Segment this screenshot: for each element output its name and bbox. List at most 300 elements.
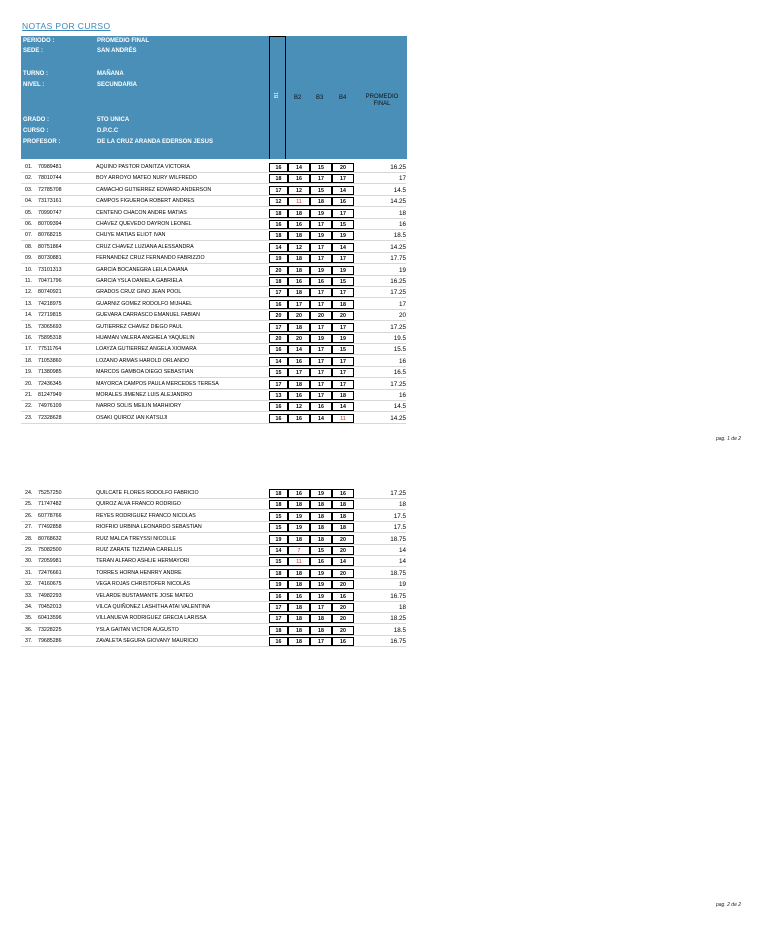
student-name: CAMACHO GUTIERREZ EDWARD ANDERSON: [96, 186, 212, 193]
grade-b4: 18: [332, 391, 354, 400]
grade-b4: 20: [332, 580, 354, 589]
table-row: [21, 413, 406, 424]
student-code: 72436345: [38, 380, 62, 387]
grade-b3: 19: [310, 209, 332, 218]
final-average: 16: [398, 357, 406, 365]
grade-b3: 18: [310, 614, 332, 623]
grade-b4: 14: [332, 186, 354, 195]
table-row: [21, 591, 406, 602]
grade-b2: 18: [288, 500, 310, 509]
nivel-label: NIVEL :: [23, 82, 45, 88]
grade-b4: 17: [332, 323, 354, 332]
student-name: TORRES HORNA HENRRY ANDRE: [96, 569, 182, 576]
grade-b3: 18: [310, 500, 332, 509]
student-code: 77511764: [38, 346, 62, 353]
table-row: [21, 556, 406, 567]
student-code: 81247949: [38, 392, 62, 398]
table-row: [21, 602, 406, 613]
row-number: 29.: [25, 547, 33, 553]
student-name: CAMPOS FIGUEROA ROBERT ANDRES: [96, 198, 195, 205]
student-code: 80730881: [38, 255, 62, 262]
final-average: 14.25: [390, 414, 406, 422]
final-average: 18: [398, 501, 406, 509]
student-name: RUIZ MALCA TREYSSI NICOLLE: [96, 535, 176, 542]
grade-b4: 15: [332, 345, 354, 354]
table-row: [21, 185, 406, 196]
grade-b3: 17: [310, 254, 332, 263]
grade-b2: 16: [288, 277, 310, 286]
col-header-promedio: [357, 94, 407, 108]
row-number: 04.: [25, 198, 33, 205]
student-code: 80709394: [38, 221, 62, 227]
row-number: 10.: [25, 266, 33, 273]
student-name: GARCIA BOCANEGRA LEILA DAIANA: [96, 266, 188, 273]
student-code: 71747482: [38, 501, 62, 508]
grade-b2: 18: [288, 231, 310, 240]
row-number: 37.: [25, 638, 33, 645]
grade-b3: 17: [310, 345, 332, 354]
student-code: 72785708: [38, 186, 62, 193]
grade-b1: 16: [269, 220, 288, 229]
grade-b2: 16: [288, 220, 310, 229]
student-code: 80768215: [38, 232, 62, 239]
student-name: GRADOS CRUZ GINO JEAN POOL: [96, 289, 182, 296]
student-name: GUTIERREZ CHAVEZ DIEGO PAUL: [96, 323, 183, 330]
grade-b3: 17: [310, 357, 332, 366]
student-code: 72476661: [38, 569, 62, 576]
row-divider: [21, 423, 406, 424]
report-title: NOTAS POR CURSO: [22, 21, 111, 31]
final-average: 19: [398, 581, 406, 589]
table-row: [21, 242, 406, 253]
grade-b2: 20: [288, 334, 310, 343]
grade-b2: 19: [288, 512, 310, 521]
grade-b4: 14: [332, 402, 354, 411]
table-row: [21, 265, 406, 276]
grade-b4: 17: [332, 254, 354, 263]
final-average: 14.5: [393, 403, 406, 411]
col-header-b2: B2: [294, 95, 302, 101]
grade-b4: 14: [332, 557, 354, 566]
row-number: 08.: [25, 243, 33, 250]
table-row: [21, 356, 406, 367]
student-name: QUIROZ ALVA FRANCO RODRIGO: [96, 501, 181, 508]
student-name: VEGA ROJAS CHRISTOFER NICOLÁS: [96, 581, 191, 588]
student-code: 72328628: [38, 414, 62, 421]
grade-b1: 14: [269, 546, 288, 555]
table-row: [21, 322, 406, 333]
page-footer-2: pag. 2 de 2: [716, 902, 742, 908]
table-row: [21, 379, 406, 390]
student-name: VILLANUEVA RODRIGUEZ GRECIA LARISSA: [96, 615, 207, 622]
grade-b3: 17: [310, 243, 332, 252]
row-number: 06.: [25, 221, 33, 227]
grade-b3: 15: [310, 186, 332, 195]
student-name: CHÁVEZ QUEVEDO DAYRON LEONEL: [96, 221, 192, 227]
table-row: [21, 230, 406, 241]
student-name: NARRO SOLIS MEILIN MARHIORY: [96, 403, 182, 410]
row-number: 16.: [25, 335, 33, 341]
student-name: LOAYZA GUTIERREZ ANGELA XIOMARA: [96, 346, 197, 353]
grade-b2: 14: [288, 345, 310, 354]
grade-b2: 18: [288, 288, 310, 297]
grade-b4: 11: [332, 414, 354, 423]
student-name: CRUZ CHAVEZ LUZIANA ALESSANDRA: [96, 243, 194, 250]
grade-b1: 13: [269, 391, 288, 400]
grade-b4: 17: [332, 357, 354, 366]
profesor-value: DE LA CRUZ ARANDA EDERSON JESUS: [97, 139, 214, 145]
row-number: 24.: [25, 490, 33, 496]
grade-b2: 18: [288, 637, 310, 646]
final-average: 18.5: [393, 626, 406, 634]
student-code: 75257250: [38, 490, 62, 496]
student-code: 70989481: [38, 164, 62, 170]
report-header: [21, 36, 407, 159]
turno-value: MAÑANA: [97, 71, 124, 77]
student-code: 73101313: [38, 266, 62, 273]
grade-b1: 16: [269, 163, 288, 172]
grade-b2: 14: [288, 163, 310, 172]
student-name: OSAKI QUIROZ IAN KATSUJI: [96, 414, 168, 421]
grade-b2: 18: [288, 380, 310, 389]
table-row: [21, 511, 406, 522]
final-average: 16.75: [390, 638, 406, 646]
student-name: ZAVALETA SEGURA GIOVANY MAURICIO: [96, 638, 199, 645]
row-number: 02.: [25, 175, 33, 182]
curso-label: CURSO :: [23, 128, 49, 134]
table-row: [21, 299, 406, 310]
student-code: 74976109: [38, 403, 62, 410]
sede-value: SAN ANDRÉS: [97, 48, 137, 54]
student-name: MORALES JIMENEZ LUIS ALEJANDRO: [96, 392, 193, 398]
grade-b2: 18: [288, 266, 310, 275]
student-code: 74982293: [38, 592, 62, 599]
col-header-b3: B3: [316, 95, 324, 101]
grade-b3: 16: [310, 402, 332, 411]
student-name: RIOFRIO URBINA LEONARDO SEBASTIAN: [96, 524, 202, 531]
final-average: 19.5: [393, 335, 406, 342]
final-average: 16.25: [390, 164, 406, 171]
grade-b4: 20: [332, 163, 354, 172]
col-header-promedio-line2: FINAL: [373, 101, 391, 107]
row-number: 11.: [25, 278, 32, 284]
final-average: 14: [398, 558, 406, 566]
grade-b4: 19: [332, 231, 354, 240]
final-average: 18: [398, 604, 406, 611]
grade-b2: 11: [288, 557, 310, 566]
student-code: 70990747: [38, 209, 62, 216]
row-number: 30.: [25, 558, 33, 565]
final-average: 18.5: [393, 232, 406, 240]
grade-b4: 18: [332, 512, 354, 521]
grade-b1: 18: [269, 277, 288, 286]
grade-b3: 19: [310, 592, 332, 601]
grade-b1: 16: [269, 637, 288, 646]
student-name: AQUINO PASTOR DANITZA VICTORIA: [96, 164, 190, 170]
grade-b3: 17: [310, 391, 332, 400]
table-row: [21, 568, 406, 579]
grade-b1: 15: [269, 523, 288, 532]
grade-b3: 15: [310, 546, 332, 555]
grade-b1: 14: [269, 357, 288, 366]
grade-b1: 19: [269, 580, 288, 589]
grade-b2: 16: [288, 391, 310, 400]
row-number: 21.: [25, 392, 33, 398]
student-code: 80751864: [38, 243, 62, 250]
student-code: 74218975: [38, 300, 62, 307]
grade-b1: 18: [269, 209, 288, 218]
table-row: [21, 625, 406, 636]
student-code: 73228225: [38, 626, 62, 633]
student-code: 70471796: [38, 278, 62, 284]
student-name: HUAMAN VALERA ANGHELA YAQUELIN: [96, 335, 195, 341]
grade-b1: 12: [269, 197, 288, 206]
row-number: 27.: [25, 524, 33, 531]
student-code: 75082500: [38, 547, 62, 553]
col-header-b1: B1: [274, 91, 281, 99]
grade-b3: 17: [310, 288, 332, 297]
grade-b3: 18: [310, 197, 332, 206]
grade-b3: 19: [310, 580, 332, 589]
row-number: 15.: [25, 323, 33, 330]
grade-b3: 18: [310, 523, 332, 532]
grade-b3: 20: [310, 311, 332, 320]
grade-b1: 19: [269, 535, 288, 544]
row-number: 19.: [25, 369, 33, 376]
row-number: 26.: [25, 512, 33, 519]
grade-b4: 19: [332, 334, 354, 343]
grade-b1: 18: [269, 231, 288, 240]
grade-b3: 18: [310, 512, 332, 521]
grade-b4: 17: [332, 288, 354, 297]
grade-b3: 14: [310, 414, 332, 423]
grade-b2: 18: [288, 254, 310, 263]
final-average: 14: [398, 547, 406, 554]
table-row: [21, 219, 406, 230]
row-number: 09.: [25, 255, 33, 262]
grade-b3: 16: [310, 557, 332, 566]
table-row: [21, 579, 406, 590]
student-code: 79685286: [38, 638, 62, 645]
table-row: [21, 344, 406, 355]
student-name: TERAN ALFARO ASHLIE HERMAYORI: [96, 558, 190, 565]
grade-b4: 18: [332, 523, 354, 532]
grade-b1: 15: [269, 512, 288, 521]
grade-b2: 19: [288, 523, 310, 532]
row-number: 28.: [25, 535, 33, 542]
grade-b1: 17: [269, 603, 288, 612]
row-number: 17.: [25, 346, 33, 353]
student-code: 74160675: [38, 581, 62, 588]
grade-b2: 12: [288, 402, 310, 411]
final-average: 16.25: [390, 278, 406, 285]
student-name: GUEVARA CARRASCO EMANUEL FABIAN: [96, 312, 200, 319]
grade-b3: 17: [310, 380, 332, 389]
final-average: 16: [398, 221, 406, 228]
row-number: 18.: [25, 357, 33, 364]
table-row: [21, 173, 406, 184]
turno-label: TURNO :: [23, 71, 48, 77]
grade-b4: 17: [332, 380, 354, 389]
grade-b3: 19: [310, 489, 332, 498]
grado-label: GRADO :: [23, 117, 49, 123]
grade-b2: 18: [288, 580, 310, 589]
grade-b1: 17: [269, 614, 288, 623]
grade-b1: 16: [269, 402, 288, 411]
grade-b3: 17: [310, 300, 332, 309]
grade-b2: 17: [288, 300, 310, 309]
table-row: [21, 545, 406, 556]
grade-b2: 12: [288, 186, 310, 195]
grade-b2: 16: [288, 414, 310, 423]
student-name: GUARNIZ GOMEZ RODOLFO MIJHAEL: [96, 300, 193, 307]
grade-b2: 16: [288, 592, 310, 601]
grade-b1: 17: [269, 380, 288, 389]
row-divider: [21, 646, 406, 647]
grade-b4: 17: [332, 174, 354, 183]
final-average: 17.25: [390, 323, 406, 331]
final-average: 17: [398, 175, 406, 183]
grade-b4: 16: [332, 637, 354, 646]
grade-b1: 17: [269, 288, 288, 297]
table-row: [21, 208, 406, 219]
row-number: 23.: [25, 414, 33, 421]
grade-b4: 20: [332, 569, 354, 578]
row-number: 05.: [25, 209, 33, 216]
student-code: 72059981: [38, 558, 62, 565]
grade-b2: 12: [288, 243, 310, 252]
row-number: 13.: [25, 300, 33, 307]
table-row: [21, 333, 406, 344]
grade-b4: 20: [332, 603, 354, 612]
grade-b4: 18: [332, 300, 354, 309]
table-row: [21, 253, 406, 264]
grade-b4: 16: [332, 592, 354, 601]
grade-b1: 20: [269, 266, 288, 275]
final-average: 18.75: [390, 569, 406, 577]
grade-b4: 15: [332, 220, 354, 229]
grade-b4: 17: [332, 209, 354, 218]
student-code: 78010744: [38, 175, 62, 182]
grade-b1: 14: [269, 243, 288, 252]
grade-b3: 17: [310, 220, 332, 229]
student-name: REYES RODRIGUEZ FRANCO NICOLAS: [96, 512, 196, 519]
row-number: 20.: [25, 380, 33, 387]
grade-b2: 16: [288, 489, 310, 498]
student-name: LOZANO ARMAS HAROLD ORLANDO: [96, 357, 190, 364]
grade-b1: 20: [269, 334, 288, 343]
final-average: 18.25: [390, 615, 406, 623]
grade-b1: 18: [269, 626, 288, 635]
grade-b1: 16: [269, 592, 288, 601]
final-average: 19: [398, 266, 406, 274]
grade-b2: 18: [288, 603, 310, 612]
student-name: MAYORCA CAMPOS PAULA MERCEDES TERESA: [96, 380, 219, 387]
grade-b2: 18: [288, 323, 310, 332]
table-row: [21, 522, 406, 533]
grade-b3: 19: [310, 334, 332, 343]
grade-b2: 20: [288, 311, 310, 320]
grade-b4: 19: [332, 266, 354, 275]
grade-b2: 18: [288, 569, 310, 578]
grade-b1: 18: [269, 174, 288, 183]
final-average: 18: [398, 209, 406, 217]
table-row: [21, 367, 406, 378]
grade-b1: 17: [269, 186, 288, 195]
row-number: 31.: [25, 569, 33, 576]
col-header-b4: B4: [339, 95, 347, 101]
final-average: 17.25: [390, 380, 406, 388]
grade-b4: 14: [332, 243, 354, 252]
student-name: MARCOS GAMBOA DIEGO SEBASTIAN: [96, 369, 194, 376]
student-name: QUILCATE FLORES RODOLFO FABRICIO: [96, 490, 199, 496]
grade-b1: 15: [269, 368, 288, 377]
grade-b3: 17: [310, 323, 332, 332]
grade-b2: 11: [288, 197, 310, 206]
row-number: 12.: [25, 289, 33, 296]
row-number: 33.: [25, 592, 33, 599]
grade-b1: 20: [269, 311, 288, 320]
student-code: 71380985: [38, 369, 62, 376]
table-row: [21, 276, 406, 287]
student-code: 60778766: [38, 512, 62, 519]
grade-b2: 16: [288, 357, 310, 366]
grade-b3: 19: [310, 569, 332, 578]
grade-b3: 17: [310, 603, 332, 612]
student-code: 72719815: [38, 312, 62, 319]
grade-b4: 16: [332, 489, 354, 498]
student-name: FERNANDEZ CRUZ FERNANDO FABRIZZIO: [96, 255, 205, 262]
row-number: 25.: [25, 501, 33, 508]
grade-b2: 18: [288, 535, 310, 544]
profesor-label: PROFESOR :: [23, 139, 61, 145]
col-header-promedio-line1: PROMEDIO: [365, 94, 399, 100]
final-average: 17: [398, 300, 406, 308]
table-row: [21, 534, 406, 545]
final-average: 17.75: [390, 255, 406, 263]
student-name: YSLA GAITAN VICTOR AUGUSTO: [96, 626, 179, 633]
student-code: 73173161: [38, 198, 62, 205]
grade-b2: 18: [288, 626, 310, 635]
student-name: VILCA QUIÑONEZ LASHITHA ATAI VALENTINA: [96, 604, 211, 610]
final-average: 14.25: [390, 243, 406, 251]
student-code: 75895318: [38, 335, 62, 341]
student-name: GARCIA YSLA DANIELA GABRIELA: [96, 278, 183, 284]
row-number: 35.: [25, 615, 33, 622]
grade-b3: 19: [310, 266, 332, 275]
student-name: BOY ARROYO MATEO NURY WILFREDO: [96, 175, 197, 182]
row-number: 01.: [25, 164, 33, 170]
table-row: [21, 390, 406, 401]
row-number: 34.: [25, 604, 33, 610]
table-row: [21, 636, 406, 647]
grade-b3: 17: [310, 637, 332, 646]
grade-b4: 20: [332, 626, 354, 635]
final-average: 16: [398, 392, 406, 399]
grade-b1: 16: [269, 414, 288, 423]
final-average: 14.25: [390, 198, 406, 206]
student-code: 77492858: [38, 524, 62, 531]
grade-b3: 17: [310, 174, 332, 183]
table-row: [21, 196, 406, 207]
table-row: [21, 287, 406, 298]
grade-b3: 18: [310, 535, 332, 544]
table-row: [21, 162, 406, 173]
student-name: CENTENO CHACON ANDRE MATIAS: [96, 209, 187, 216]
grade-b1: 18: [269, 569, 288, 578]
final-average: 18.75: [390, 535, 406, 543]
grade-b4: 20: [332, 311, 354, 320]
